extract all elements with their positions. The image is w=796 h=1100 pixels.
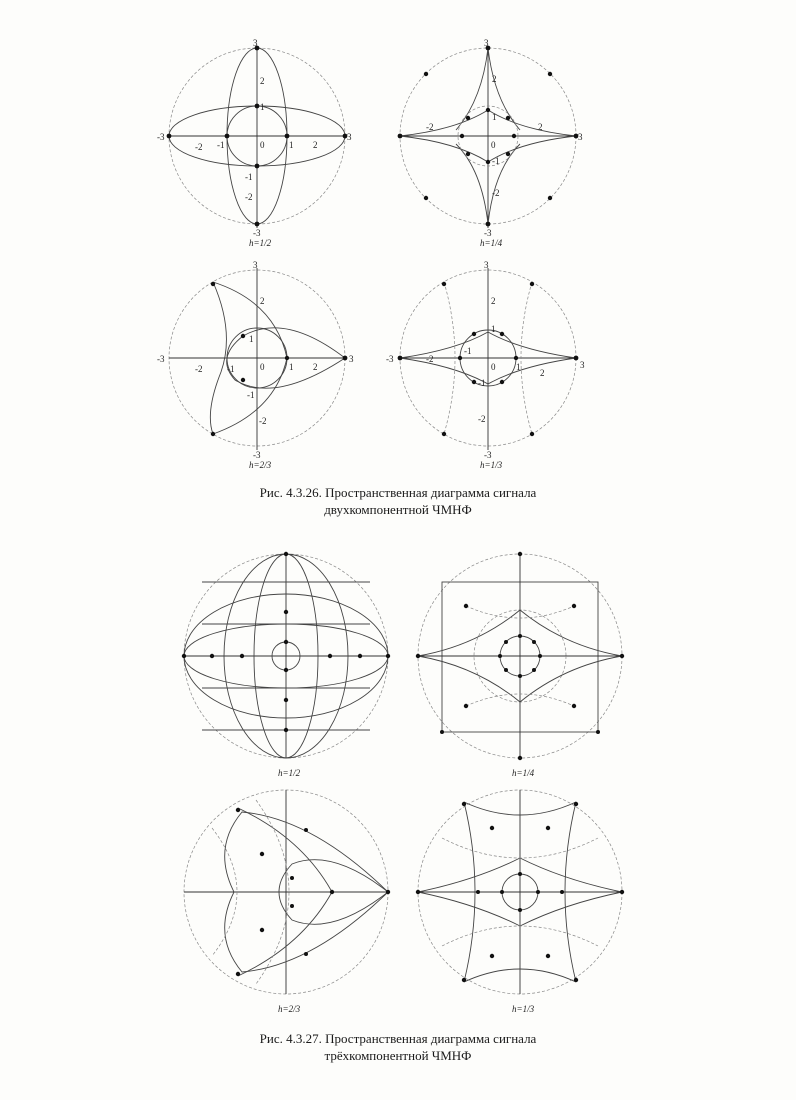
state-point bbox=[574, 802, 578, 806]
state-point bbox=[284, 610, 288, 614]
tick-label: -2 bbox=[478, 414, 486, 424]
tick-label: -2 bbox=[195, 142, 203, 152]
h-label: h=2/3 bbox=[249, 460, 272, 470]
tick-label: -2 bbox=[195, 364, 203, 374]
state-point bbox=[225, 134, 230, 139]
state-point bbox=[466, 152, 470, 156]
state-point bbox=[304, 828, 308, 832]
state-point bbox=[574, 978, 578, 982]
tick-label: 2 bbox=[260, 296, 265, 306]
diagram-3c-h-2-3-svg bbox=[182, 788, 392, 1018]
h-label: h=2/3 bbox=[278, 1004, 301, 1014]
h-label: h=1/4 bbox=[480, 238, 503, 248]
state-point bbox=[490, 954, 494, 958]
state-point bbox=[486, 160, 490, 164]
state-point bbox=[486, 108, 490, 112]
tick-label: -1 bbox=[478, 378, 486, 388]
tick-label: -1 bbox=[245, 172, 253, 182]
h-label: h=1/3 bbox=[480, 460, 503, 470]
state-point bbox=[260, 852, 264, 856]
h-label: h=1/4 bbox=[512, 768, 535, 778]
state-point bbox=[476, 890, 480, 894]
tick-label: 1 bbox=[249, 334, 254, 344]
state-point bbox=[398, 134, 403, 139]
diagram-3c-h-2-3 bbox=[182, 788, 392, 1018]
caption-bottom-line2: трёхкомпонентной ЧМНФ bbox=[324, 1048, 472, 1063]
state-point bbox=[304, 952, 308, 956]
state-point bbox=[290, 904, 294, 908]
state-point bbox=[328, 654, 332, 658]
state-point bbox=[255, 164, 260, 169]
tick-label: -3 bbox=[253, 228, 261, 238]
state-point bbox=[518, 872, 522, 876]
state-point bbox=[211, 432, 215, 436]
diagram-h-2-3-svg bbox=[157, 260, 355, 472]
state-point bbox=[424, 72, 428, 76]
state-point bbox=[424, 196, 428, 200]
state-point bbox=[442, 432, 446, 436]
state-point bbox=[536, 890, 540, 894]
tick-label: -3 bbox=[157, 354, 165, 364]
state-point bbox=[460, 134, 464, 138]
state-point bbox=[285, 134, 290, 139]
tick-label: 0 bbox=[260, 362, 265, 372]
state-point bbox=[538, 654, 542, 658]
state-point bbox=[596, 730, 600, 734]
state-point bbox=[620, 654, 624, 658]
state-point bbox=[255, 222, 260, 227]
state-point bbox=[211, 282, 215, 286]
tick-label: -1 bbox=[217, 140, 225, 150]
diagram-h-1-2 bbox=[157, 38, 355, 250]
state-point bbox=[512, 134, 516, 138]
h-label: h=1/2 bbox=[249, 238, 272, 248]
tick-label: 1 bbox=[492, 112, 497, 122]
state-point bbox=[464, 704, 468, 708]
tick-label: -3 bbox=[253, 450, 261, 460]
state-point bbox=[504, 640, 508, 644]
tick-label: -1 bbox=[247, 390, 255, 400]
state-point bbox=[284, 640, 288, 644]
tick-label: 0 bbox=[491, 362, 496, 372]
state-point bbox=[416, 654, 420, 658]
tick-label: 3 bbox=[484, 260, 489, 270]
diagram-3c-h-1-4 bbox=[416, 550, 626, 780]
state-point bbox=[466, 116, 470, 120]
state-point bbox=[284, 698, 288, 702]
tick-label: 3 bbox=[347, 132, 352, 142]
state-point bbox=[284, 728, 288, 732]
tick-label: -3 bbox=[484, 450, 492, 460]
state-point bbox=[464, 604, 468, 608]
state-point bbox=[518, 634, 522, 638]
diagram-3c-h-1-2 bbox=[182, 550, 392, 780]
state-point bbox=[486, 222, 491, 227]
state-point bbox=[518, 756, 522, 760]
tick-label: -3 bbox=[386, 354, 394, 364]
tick-label: 1 bbox=[260, 102, 265, 112]
state-point bbox=[442, 282, 446, 286]
state-point bbox=[572, 704, 576, 708]
state-point bbox=[506, 116, 510, 120]
state-point bbox=[530, 282, 534, 286]
state-point bbox=[498, 654, 502, 658]
diagram-h-1-2-svg bbox=[157, 38, 355, 250]
caption-top-line1: Рис. 4.3.26. Пространственная диаграмма сигнала bbox=[259, 485, 537, 500]
tick-label: 1 bbox=[516, 362, 521, 372]
diagram-3c-h-1-2-svg bbox=[182, 550, 392, 780]
tick-label: 3 bbox=[578, 132, 583, 142]
tick-label: -2 bbox=[426, 354, 434, 364]
diagram-3c-h-1-4-svg bbox=[416, 550, 626, 780]
state-point bbox=[572, 604, 576, 608]
state-point bbox=[500, 380, 504, 384]
tick-label: -3 bbox=[157, 132, 165, 142]
tick-label: 2 bbox=[538, 122, 543, 132]
tick-label: 0 bbox=[260, 140, 265, 150]
tick-label: -1 bbox=[492, 156, 500, 166]
state-point bbox=[574, 356, 579, 361]
state-point bbox=[343, 356, 348, 361]
state-point bbox=[500, 332, 504, 336]
tick-label: 2 bbox=[313, 140, 318, 150]
state-point bbox=[458, 356, 462, 360]
state-point bbox=[548, 72, 552, 76]
state-point bbox=[532, 640, 536, 644]
tick-label: 2 bbox=[260, 76, 265, 86]
state-point bbox=[386, 890, 390, 894]
h-label: h=1/2 bbox=[278, 768, 301, 778]
diagram-h-1-3-svg bbox=[386, 260, 586, 472]
state-point bbox=[620, 890, 624, 894]
state-point bbox=[548, 196, 552, 200]
tick-label: 2 bbox=[492, 74, 497, 84]
tick-label: 2 bbox=[313, 362, 318, 372]
tick-label: -1 bbox=[227, 364, 235, 374]
tick-label: -3 bbox=[484, 228, 492, 238]
state-point bbox=[532, 668, 536, 672]
diagram-h-1-4 bbox=[396, 40, 586, 250]
tick-label: 2 bbox=[540, 368, 545, 378]
tick-label: -2 bbox=[492, 188, 500, 198]
tick-label: 1 bbox=[289, 362, 294, 372]
state-point bbox=[546, 826, 550, 830]
diagram-h-1-3 bbox=[386, 260, 586, 472]
tick-label: -1 bbox=[464, 346, 472, 356]
tick-label: 2 bbox=[491, 296, 496, 306]
state-point bbox=[284, 668, 288, 672]
state-point bbox=[504, 668, 508, 672]
state-point bbox=[546, 954, 550, 958]
state-point bbox=[386, 654, 390, 658]
state-point bbox=[530, 432, 534, 436]
state-point bbox=[285, 356, 289, 360]
state-point bbox=[398, 356, 403, 361]
diagram-3c-h-1-3-svg bbox=[416, 788, 626, 1018]
state-point bbox=[490, 826, 494, 830]
tick-label: 3 bbox=[349, 354, 354, 364]
state-point bbox=[236, 808, 240, 812]
state-point bbox=[210, 654, 214, 658]
tick-label: 3 bbox=[580, 360, 585, 370]
state-point bbox=[472, 380, 476, 384]
state-point bbox=[462, 802, 466, 806]
state-point bbox=[518, 674, 522, 678]
tick-label: -2 bbox=[245, 192, 253, 202]
state-point bbox=[167, 134, 172, 139]
state-points bbox=[211, 282, 348, 436]
tick-label: 1 bbox=[491, 324, 496, 334]
h-label: h=1/3 bbox=[512, 1004, 535, 1014]
caption-bottom-line1: Рис. 4.3.27. Пространственная диаграмма сигнала bbox=[259, 1031, 537, 1046]
state-point bbox=[560, 890, 564, 894]
state-point bbox=[241, 378, 245, 382]
diagram-3c-h-1-3 bbox=[416, 788, 626, 1018]
state-point bbox=[472, 332, 476, 336]
state-point bbox=[506, 152, 510, 156]
state-point bbox=[284, 552, 288, 556]
tick-label: 1 bbox=[289, 140, 294, 150]
tick-label: -2 bbox=[259, 416, 267, 426]
tick-label: -2 bbox=[426, 122, 434, 132]
tick-label: 3 bbox=[253, 260, 258, 270]
state-point bbox=[236, 972, 240, 976]
state-point bbox=[518, 552, 522, 556]
state-point bbox=[462, 978, 466, 982]
state-point bbox=[290, 876, 294, 880]
diagram-h-2-3 bbox=[157, 260, 355, 472]
caption-bottom bbox=[0, 1030, 796, 1064]
tick-label: 3 bbox=[253, 38, 258, 48]
tick-label: 0 bbox=[491, 140, 496, 150]
state-point bbox=[358, 654, 362, 658]
caption-top bbox=[0, 484, 796, 518]
state-point bbox=[260, 928, 264, 932]
state-point bbox=[514, 356, 518, 360]
tick-label: 3 bbox=[484, 38, 489, 48]
state-point bbox=[518, 908, 522, 912]
caption-top-line2: двухкомпонентной ЧМНФ bbox=[324, 502, 472, 517]
state-point bbox=[440, 730, 444, 734]
state-point bbox=[416, 890, 420, 894]
state-point bbox=[240, 654, 244, 658]
state-point bbox=[255, 104, 260, 109]
diagram-h-1-4-svg bbox=[396, 40, 586, 250]
state-point bbox=[500, 890, 504, 894]
state-point bbox=[330, 890, 334, 894]
state-point bbox=[182, 654, 186, 658]
state-point bbox=[241, 334, 245, 338]
